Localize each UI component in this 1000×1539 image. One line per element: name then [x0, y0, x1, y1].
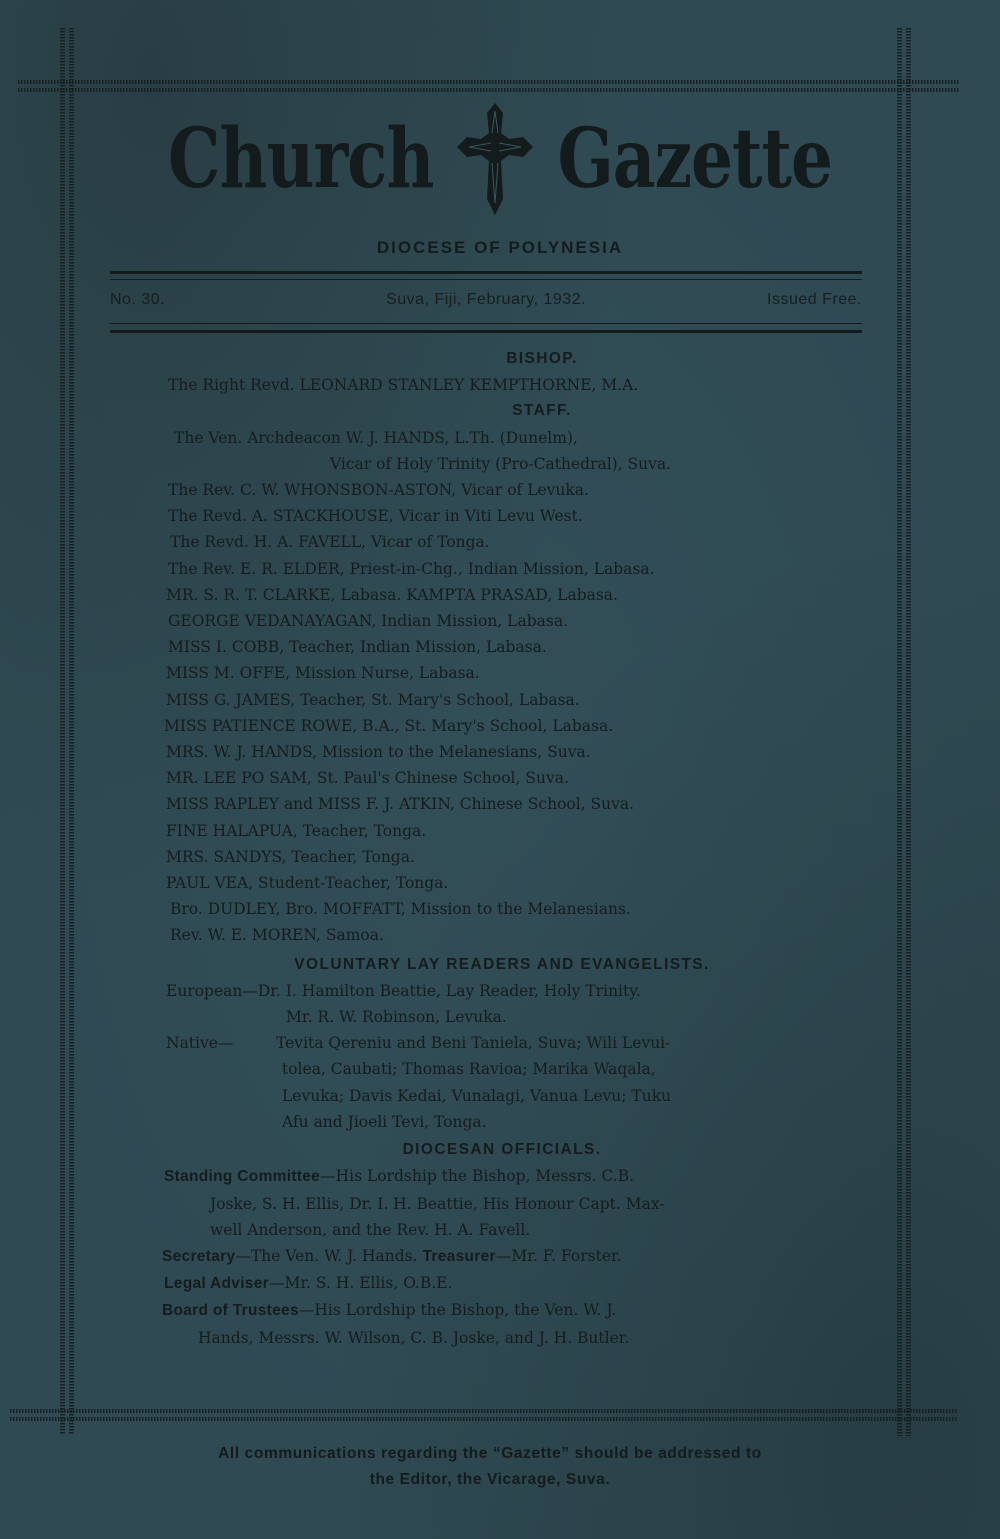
- staff-line: MISS M. OFFE, Mission Nurse, Labasa.: [166, 664, 480, 683]
- staff-line: Vicar of Holy Trinity (Pro-Cathedral), Suva.: [330, 454, 672, 473]
- lay-native-line: tolea, Caubati; Thomas Ravioa; Marika Waqala,: [282, 1060, 656, 1079]
- staff-line: PAUL VEA, Student-Teacher, Tonga.: [166, 874, 449, 893]
- diocese-subtitle: DIOCESE OF POLYNESIA: [376, 238, 624, 257]
- issue-place-date: Suva, Fiji, February, 1932.: [386, 291, 587, 308]
- directory-content: [162, 346, 842, 1351]
- footer-line: All communications regarding the “Gazette” should be addressed to: [218, 1445, 762, 1462]
- staff-line: MR. S. R. T. CLARKE, Labasa. KAMPTA PRASAD, Labasa.: [166, 585, 618, 604]
- staff-line: MR. LEE PO SAM, St. Paul's Chinese School, Suva.: [166, 769, 569, 788]
- lay-european: [162, 978, 842, 1004]
- trustees-label: Board of Trustees: [162, 1302, 299, 1320]
- treasurer-label: Treasurer: [422, 1247, 496, 1265]
- staff-line: The Revd. A. STACKHOUSE, Vicar in Viti Levu West.: [168, 507, 583, 526]
- board-of-trustees: [162, 1297, 842, 1324]
- secretary-text: —The Ven. W. J. Hands.: [235, 1246, 423, 1265]
- footer-line: the Editor, the Vicarage, Suva.: [369, 1471, 611, 1488]
- bottom-border-rule: [10, 1409, 958, 1421]
- masthead-title-church: Church: [167, 109, 434, 207]
- officials-heading: DIOCESAN OFFICIALS.: [402, 1141, 602, 1159]
- staff-line: Rev. W. E. MOREN, Samoa.: [170, 926, 384, 945]
- legal-adviser-text: —Mr. S. H. Ellis, O.B.E.: [268, 1274, 453, 1293]
- header-rule-top: [110, 271, 862, 280]
- issue-number: No. 30.: [110, 291, 166, 308]
- standing-committee-text: well Anderson, and the Rev. H. A. Favell.: [210, 1220, 531, 1239]
- staff-line: The Rev. C. W. WHONSBON-ASTON, Vicar of Levuka.: [168, 481, 589, 500]
- staff-line: MRS. W. J. HANDS, Mission to the Melanesians, Suva.: [166, 743, 591, 762]
- cross-icon: [457, 103, 533, 215]
- lay-native-label: Native—: [166, 1034, 234, 1053]
- staff-line: MISS G. JAMES, Teacher, St. Mary's School, Labasa.: [166, 690, 580, 709]
- staff-line: The Rev. E. R. ELDER, Priest-in-Chg., Indian Mission, Labasa.: [168, 559, 655, 578]
- secretary-treasurer: [162, 1243, 842, 1270]
- lay-native-line: Tevita Qereniu and Beni Taniela, Suva; Wili Levui-: [276, 1034, 671, 1053]
- trustees-text: —His Lordship the Bishop, the Ven. W. J.: [298, 1301, 617, 1320]
- lay-native-line: Levuka; Davis Kedai, Vunalagi, Vanua Levu; Tuku: [282, 1086, 672, 1105]
- lay-readers-heading: VOLUNTARY LAY READERS AND EVANGELISTS.: [294, 955, 710, 973]
- bishop-heading: BISHOP.: [506, 350, 578, 367]
- lay-native-line: Afu and Jioeli Tevi, Tonga.: [282, 1112, 487, 1131]
- staff-line: MISS I. COBB, Teacher, Indian Mission, Labasa.: [168, 638, 547, 657]
- legal-adviser: [162, 1270, 842, 1297]
- staff-line: MRS. SANDYS, Teacher, Tonga.: [166, 847, 415, 866]
- lay-european-line: Mr. R. W. Robinson, Levuka.: [286, 1008, 507, 1027]
- standing-committee-label: Standing Committee: [164, 1168, 321, 1186]
- lay-european-label: European—: [166, 981, 258, 1000]
- lay-european-line: Dr. I. Hamilton Beattie, Lay Reader, Holy Trinity.: [257, 981, 641, 1000]
- staff-line: MISS RAPLEY and MISS F. J. ATKIN, Chinese School, Suva.: [166, 795, 635, 814]
- treasurer-text: —Mr. F. Forster.: [495, 1246, 622, 1265]
- staff-line: The Revd. H. A. FAVELL, Vicar of Tonga.: [170, 533, 490, 552]
- staff-line: The Ven. Archdeacon W. J. HANDS, L.Th. (Dunelm),: [174, 428, 578, 447]
- footer-notice: [100, 1441, 880, 1493]
- staff-line: GEORGE VEDANAYAGAN, Indian Mission, Labasa.: [168, 612, 568, 631]
- issue-price: Issued Free.: [767, 291, 862, 308]
- staff-heading: STAFF.: [512, 402, 572, 420]
- masthead-title-gazette: Gazette: [557, 109, 833, 207]
- staff-line: FINE HALAPUA, Teacher, Tonga.: [166, 821, 427, 840]
- secretary-label: Secretary: [162, 1247, 236, 1265]
- issue-info: [110, 291, 862, 309]
- bishop-name: The Right Revd. LEONARD STANLEY KEMPTHORNE, M.A.: [168, 376, 639, 395]
- standing-committee-text: Joske, S. H. Ellis, Dr. I. H. Beattie, His Honour Capt. Max-: [210, 1194, 665, 1213]
- legal-adviser-label: Legal Adviser: [164, 1275, 269, 1293]
- trustees-text: Hands, Messrs. W. Wilson, C. B. Joske, and J. H. Butler.: [198, 1328, 630, 1347]
- top-border-rule: [18, 80, 960, 92]
- staff-line: MISS PATIENCE ROWE, B.A., St. Mary's School, Labasa.: [164, 716, 614, 735]
- lay-native: [162, 1030, 842, 1135]
- header-rule-bottom: [110, 323, 862, 333]
- standing-committee-text: —His Lordship the Bishop, Messrs. C.B.: [320, 1167, 635, 1186]
- standing-committee: [162, 1163, 842, 1190]
- staff-line: Bro. DUDLEY, Bro. MOFFATT, Mission to the Melanesians.: [170, 900, 631, 919]
- masthead: [160, 108, 840, 208]
